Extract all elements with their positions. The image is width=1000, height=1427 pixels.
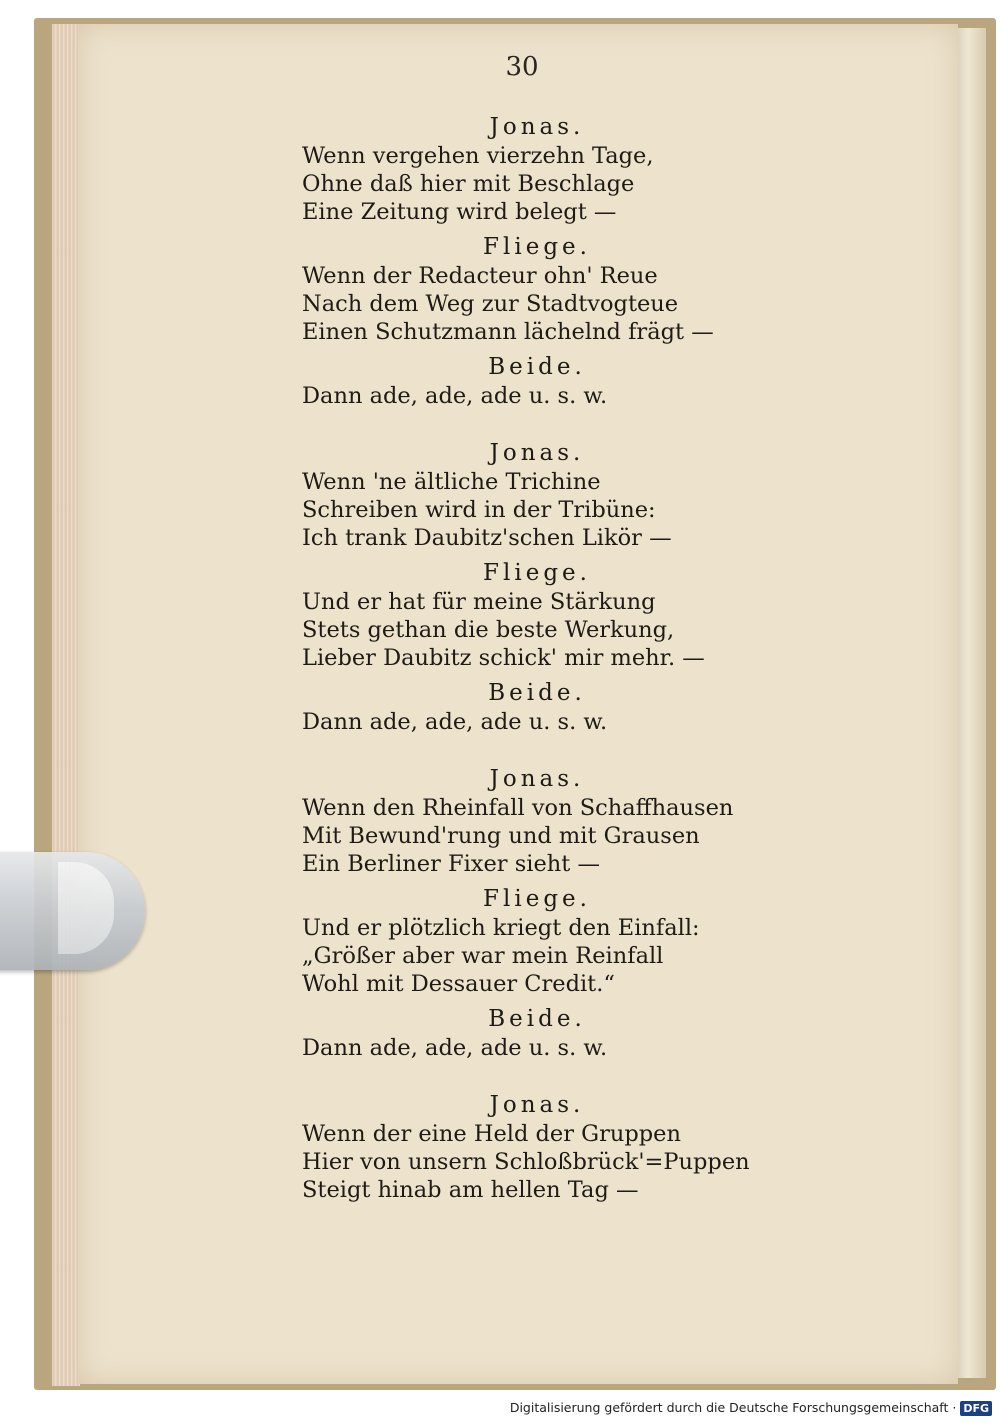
speaker-label: Beide. <box>488 680 586 706</box>
verse-line: Wenn der Redacteur ohn' Reue <box>302 263 658 289</box>
verse-line: Dann ade, ade, ade u. s. w. <box>302 1035 608 1061</box>
speaker-label: Beide. <box>488 354 586 380</box>
poem-text <box>302 112 772 1204</box>
speaker-label: Jonas. <box>489 440 585 466</box>
thumb-holding-page <box>0 852 145 970</box>
verse-line: Wenn vergehen vierzehn Tage, <box>302 143 654 169</box>
credit-text: Digitalisierung gefördert durch die Deutsche Forschungsgemeinschaft · <box>509 1400 957 1415</box>
speaker-label: Jonas. <box>489 114 585 140</box>
verse-line: Hier von unsern Schloßbrück'=Puppen <box>302 1149 750 1175</box>
verse-line: Dann ade, ade, ade u. s. w. <box>302 383 608 409</box>
verse-line: Mit Bewund'rung und mit Grausen <box>302 823 700 849</box>
verse-line: Eine Zeitung wird belegt — <box>302 199 617 225</box>
speaker-label: Fliege. <box>483 560 591 586</box>
verse-line: Ich trank Daubitz'schen Likör — <box>302 525 672 551</box>
speaker-label: Beide. <box>488 1006 586 1032</box>
verse-line: Lieber Daubitz schick' mir mehr. — <box>302 645 705 671</box>
verse-line: Wenn der eine Held der Gruppen <box>302 1121 681 1147</box>
verse-line: Stets gethan die beste Werkung, <box>302 617 675 643</box>
verse-line: Und er hat für meine Stärkung <box>302 589 656 615</box>
thumbnail-nail <box>58 862 114 954</box>
verse-line: Nach dem Weg zur Stadtvogteue <box>302 291 679 317</box>
page-number: 30 <box>505 52 539 82</box>
verse-line: Steigt hinab am hellen Tag — <box>302 1177 639 1203</box>
page-stack-edge <box>52 24 80 1386</box>
speaker-label: Fliege. <box>483 886 591 912</box>
speaker-label: Jonas. <box>489 766 585 792</box>
verse-line: Wenn den Rheinfall von Schaffhausen <box>302 795 734 821</box>
verse-line: Einen Schutzmann lächelnd frägt — <box>302 319 714 345</box>
verse-line: Ein Berliner Fixer sieht — <box>302 851 600 877</box>
speaker-label: Jonas. <box>489 1092 585 1118</box>
verse-line: Schreiben wird in der Tribüne: <box>302 497 656 523</box>
verse-line: Ohne daß hier mit Beschlage <box>302 171 635 197</box>
verse-line: „Größer aber war mein Reinfall <box>302 943 664 969</box>
verse-line: Wohl mit Dessauer Credit.“ <box>302 971 615 997</box>
verse-line: Und er plötzlich kriegt den Einfall: <box>302 915 700 941</box>
speaker-label: Fliege. <box>483 234 591 260</box>
digitization-credit <box>510 1400 992 1416</box>
verse-line: Wenn 'ne ältliche Trichine <box>302 469 601 495</box>
dfg-logo: DFG <box>960 1401 992 1416</box>
verse-line: Dann ade, ade, ade u. s. w. <box>302 709 608 735</box>
facing-page-edge <box>956 28 986 1378</box>
